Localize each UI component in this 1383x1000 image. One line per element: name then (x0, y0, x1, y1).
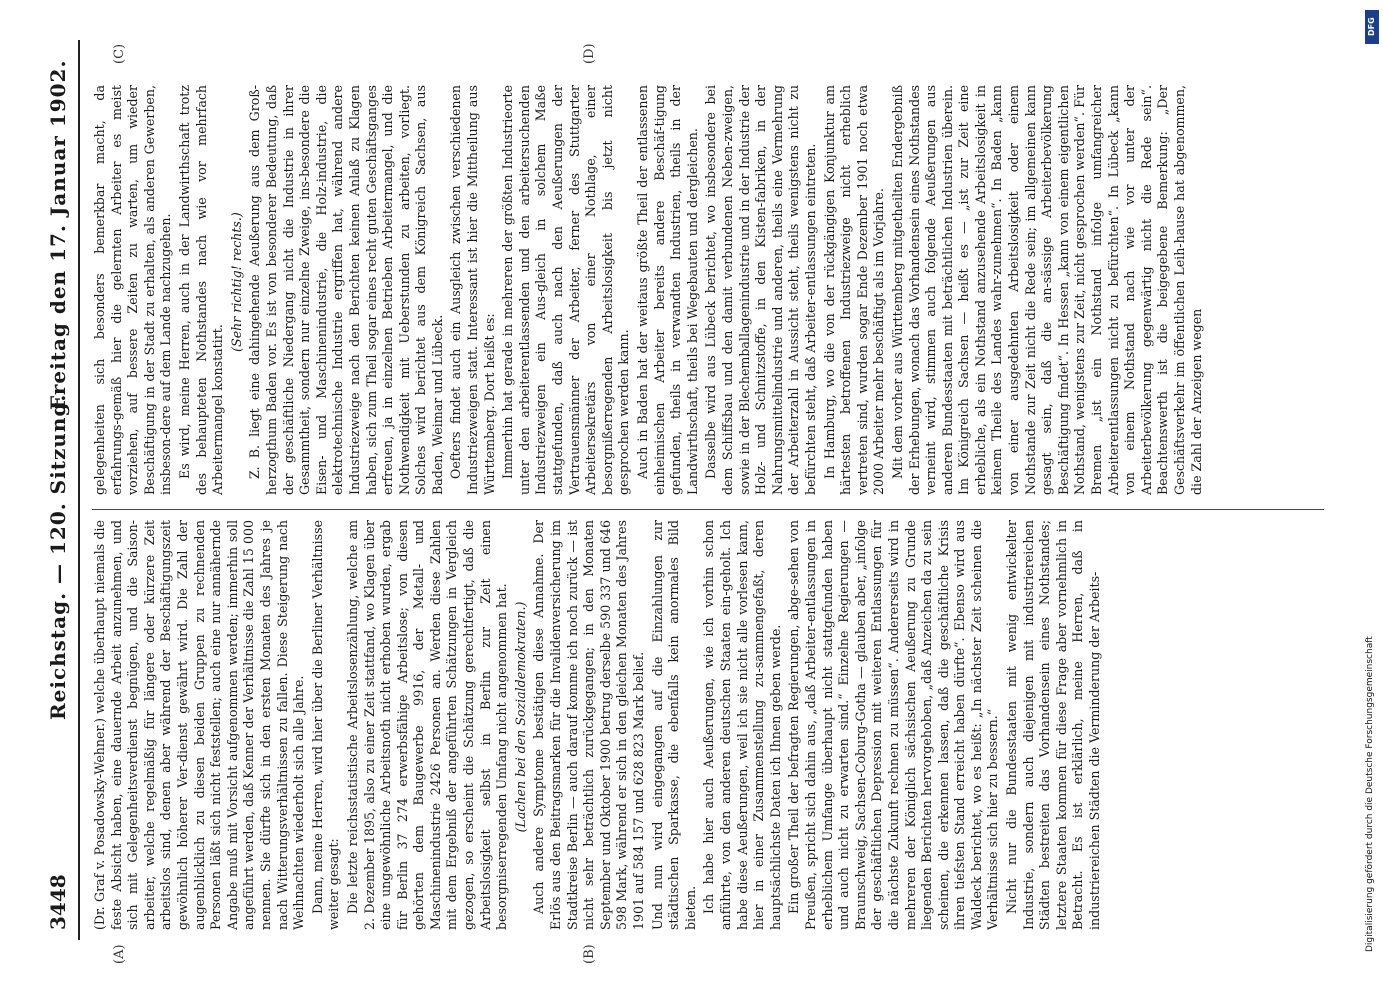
paragraph: Ein großer Theil der befragten Regierungen, abge-sehen von Preußen, spricht sich dahin aus, „daß Arbeiter-entlassungen in erheblichem Umfange überhaupt nicht stattgefunden haben und auch nicht zu erwarten sind.“ Einzelne Regierungen — Braunschweig, Sachsen-Coburg-Gotha — glauben aber, „infolge der geschäftlichen Depression mit weiteren Entlassungen für die nächste Zukunft rechnen zu müssen“. Andererseits wird in mehreren der Königlich sächsischen Aeußerung zu Grunde liegenden Berichten hervorgehoben, „daß Anzeichen da zu sein scheinen, die erkennen lassen, daß die geschäftliche Krisis ihren tiefsten Stand erreicht haben dürfte“. Ebenso wird aus Waldeck berichtet, wo es heißt: „In nächster Zeit scheinen die Verhältnisse sich hier zu bessern.“ (786, 520, 1001, 930)
paragraph: Auch andere Symptome bestätigen diese Annahme. Der Erlös aus den Beitragsmarken für die Invalidenversicherung im Stadtkreise Berlin — auch darauf komme ich noch zurück — ist nicht sehr beträchtlich zurückgegangen; in den Monaten September und Oktober 1900 betrug derselbe 590 337 und 646 598 Mark, während er sich in den gleichen Monaten des Jahres 1901 auf 584 157 und 628 823 Mark belief. (531, 520, 646, 930)
page-header (34, 20, 78, 970)
paragraph: Auch in Baden hat der weitaus größte Theil der entlassenen einheimischen Arbeiter bereits andere Beschäf-tigung gefunden, theils in verwandten Industrien, theils in der Landwirthschaft, theils bei Wegebauten und dergleichen. (635, 85, 700, 495)
paragraph: Dasselbe wird aus Lübeck berichtet, wo insbesondere bei dem Schiffsbau und den damit verbundenen Neben-zweigen, sowie in der Blechemballagenindustrie und in der Industrie der Holz- und Schnitzstoffe, in den Kisten-fabriken, in der Nahrungsmittelindustrie und anderen, theils eine Vermehrung der Arbeiterzahl in Aussicht steht, theils wenigstens nicht zu befürchten steht, daß Arbeiter-entlassungen eintreten. (703, 85, 818, 495)
right-column (92, 85, 1324, 495)
dfg-logo: DFG (1365, 10, 1379, 44)
page-title: Reichstag. — 120. Sitzung. (46, 393, 70, 720)
margin-mark-c: (C) (112, 43, 127, 64)
margin-mark-d: (D) (582, 43, 597, 64)
left-column (92, 520, 1324, 930)
paragraph: Nicht nur die Bundesstaaten mit wenig entwickelter Industrie, sondern auch diejenigen mit industriereichen Städten bestreiten das Vorhandensein eines Nothstandes; letztere Staaten kommen für diese Frage aber vornehmlich in Betracht. Es ist erklärlich, meine Herren, daß in industriereichen Städten die Verminderung der Arbeits- (1004, 520, 1103, 930)
paragraph: Oefters findet auch ein Ausgleich zwischen verschiedenen Industriezweigen statt. Interessant ist hier die Mittheilung aus Württemberg. Dort heißt es: (448, 85, 497, 495)
paragraph: Und nun wird eingegangen auf die Einzahlungen zur städtischen Sparkasse, die ebenfalls kein anormales Bild bieten. (649, 520, 698, 930)
paragraph: Es wird, meine Herren, auch in der Landwirthschaft trotz des behaupteten Nothstandes nach wie vor mehrfach Arbeitermangel konstatirt. (176, 85, 226, 495)
paragraph: Ich habe hier auch Aeußerungen, wie ich vorhin schon anführte, von den anderen deutschen Staaten ein-geholt. Ich habe diese Aeußerungen, weil ich sie nicht alle vorlesen kann, hier in einer Zusammenstellung zu-sammengefaßt, deren hauptsächlichste Daten ich Ihnen geben werde. (701, 520, 783, 930)
page-date: Freitag den 17. Januar 1902. (46, 59, 70, 410)
paragraph: In Hamburg, wo die von der rückgängigen Konjunktur am härtesten betroffenen Industriezweige nicht erheblich vertreten sind, wurden sogar Ende Dezember 1901 noch etwa 2000 Arbeiter mehr beschäftigt als im Vorjahre. (821, 85, 887, 495)
quoted-paragraph: Immerhin hat gerade in mehreren der größten Industrieorte unter den arbeiterentlassenden und den arbeitersuchenden Industriezweigen ein Aus-gleich in solchem Maße stattgefunden, daß auch nach den Aeußerungen der Vertrauensmänner der Arbeiter, ferner des Stuttgarter Arbeitersekretärs von einer Nothlage, einer besorgnißerregenden Arbeitslosigkeit bis jetzt nicht gesprochen werden kann. (500, 85, 632, 495)
page (22, 0, 1342, 1000)
paragraph: Die letzte reichsstatistische Arbeitslosenzählung, welche am 2. Dezember 1895, also zu einer Zeit stattfand, wo Klagen über eine ungewöhnliche Arbeitsnoth nicht erhoben wurden, ergab für Berlin 37 274 erwerbsfähige Arbeitslose; von diesen gehörten dem Baugewerbe 9916, der Metall- und Maschinenindustrie 2426 Personen an. Werden diese Zahlen mit dem Ergebniß der angeführten Schätzungen in Vergleich gezogen, so erscheint die Schätzung gerechtfertigt, daß die Arbeitslosigkeit selbst in Berlin zur Zeit einen besorgniserregenden Umfang nicht angenommen hat. (344, 520, 510, 930)
paragraph: Dann, meine Herren, wird hier über die Berliner Verhältnisse weiter gesagt: (309, 520, 342, 930)
paragraph: Mit dem vorher aus Württemberg mitgetheilten Endergebniß der Erhebungen, wonach das Vorhandensein eines Nothstandes verneint wird, stimmen auch folgende Aeußerungen aus anderen Bundesstaaten mit beträchtlichen Industrien überein. Im Königreich Sachsen — heißt es — „ist zur Zeit eine erhebliche, als ein Nothstand anzusehende Arbeitslosigkeit in keinem Theile des Landes wahr-zunehmen“. In Baden „kann von einer ausgedehnten Arbeitslosigkeit oder einem Nothstande zur Zeit nicht die Rede sein; im allgemeinen kann gesagt sein, daß die an-sässige Arbeiterbevölkerung Beschäftigung findet“. In Hessen „kann von einem eigentlichen Nothstand, wenigstens zur Zeit, nicht gesprochen werden“. Für Bremen „ist ein Nothstand infolge umfangreicher Arbeiterentlassungen nicht zu befürchten“. In Lübeck „kann von einem Nothstand nach wie vor unter der Arbeiterbevölkerung gegenwärtig nicht die Rede sein“. Beachtenswerth ist die beigegebene Bemerkung: „Der Geschäftsverkehr im öffentlichen Leih-hause hat abgenommen, die Zahl der Anzeigen wegen (889, 85, 1204, 495)
paragraph: Z. B. liegt eine dahingehende Aeußerung aus dem Groß-herzogthum Baden vor. Es ist von besonderer Bedeutung, daß der geschäftliche Niedergang nicht die Industrie in ihrer Gesammtheit, sondern nur einzelne Zweige, ins-besondere die Eisen- und Maschinenindustrie, die Holz-industrie, die elektrotechnische Industrie ergriffen hat, während andere Industriezweige nach den Berichten keinen Anlaß zu Klagen haben, sich zum Theil sogar eines recht guten Geschäftsganges erfreuen, ja in einzelnen Betrieben Arbeitermangel, und die Nothwendigkeit mit Ueberstunden zu arbeiten, vorliegt. Solches wird berichtet aus dem Königreich Sachsen, aus Baden, Weimar und Lübeck. (247, 85, 445, 495)
interjection: (Sehr richtig! rechts.) (228, 212, 244, 352)
margin-mark-b: (B) (582, 944, 597, 964)
column-divider (92, 509, 1324, 510)
interjection: (Lachen bei den Sozialdemokraten.) (512, 601, 528, 833)
margin-mark-a: (A) (112, 944, 127, 964)
paragraph: (Dr. Graf v. Posadowsky-Wehner.) welche überhaupt niemals die feste Absicht haben, eine dauernde Arbeit anzunehmen, und sich mit Gelegenheitsverdienst begnügen, und die Saison-arbeiter, welche regelmäßig für längere oder kürzere Zeit arbeitslos sind, denen aber während der Beschäftigungszeit gewöhnlich höherer Ver-dienst gewährt wird. Die Zahl der augenblicklich zu diesen beiden Gruppen zu rechnenden Personen läßt sich nicht feststellen; auch eine nur annähernde Angabe muß mit Vorsicht aufgenommen werden; immerhin soll angeführt werden, daß Kenner der Verhältnisse die Zahl 15 000 nennen. Sie dürfte sich in den ersten Monaten des Jahres je nach Witterungsverhältnissen zu fallen. Diese Steigerung nach Weihnachten wiederholt sich alle Jahre. (92, 520, 307, 930)
digitization-note: Digitalisierung gefördert durch die Deutsche Forschungsgemeinschaft (1365, 636, 1375, 952)
digitization-strip (1361, 0, 1383, 1000)
page-number: 3448 (46, 874, 70, 930)
header-rule (78, 40, 80, 940)
paragraph: gelegenheiten sich besonders bemerkbar macht, da erfahrungs-gemäß hier die gelernten Arbeiter es meist vorziehen, auf bessere Zeiten zu warten, um wieder Beschäftigung in der Stadt zu erhalten, als anderen Gewerben, insbeson-dere auf dem Lande nachzugehen. (92, 85, 174, 495)
